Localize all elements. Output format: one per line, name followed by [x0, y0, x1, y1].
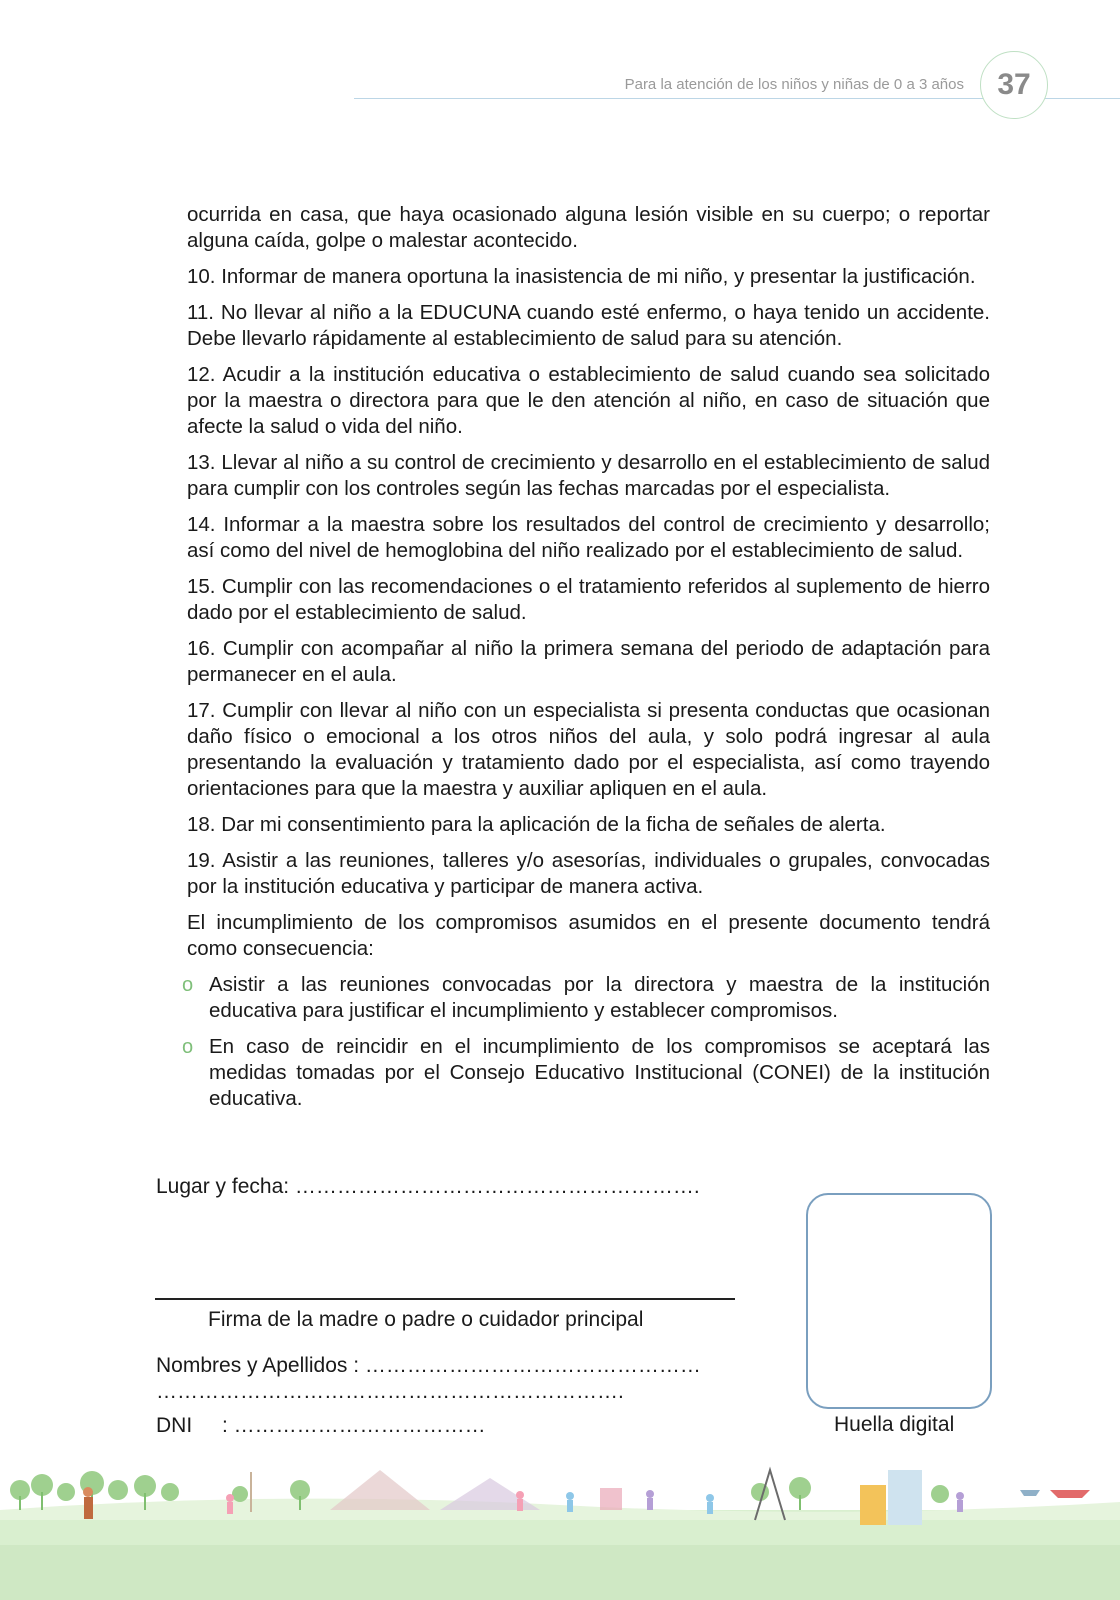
dni-field: : ………………………………	[222, 1414, 486, 1437]
bullet-marker-icon: o	[182, 1036, 194, 1058]
fingerprint-label: Huella digital	[834, 1413, 955, 1436]
list-item: 11. No llevar al niño a la EDUCUNA cuando esté enfermo, o haya tenido un accidente. Debe llevarlo rápidamente al establecimiento de salud para su atención.	[187, 301, 990, 350]
names-field: Nombres y Apellidos : …………………………………………	[156, 1354, 701, 1377]
place-date-field: Lugar y fecha: ………………………………………………….	[156, 1175, 700, 1198]
consequence-intro: El incumplimiento de los compromisos asumidos en el presente documento tendrá como consecuencia:	[187, 911, 990, 960]
signature-line	[155, 1298, 735, 1300]
bullet-marker-icon: o	[182, 974, 194, 996]
dni-label: DNI	[156, 1414, 193, 1437]
bullet-item	[182, 1034, 990, 1112]
running-header: Para la atención de los niños y niñas de 0 a 3 años	[624, 76, 964, 93]
list-item: 13. Llevar al niño a su control de crecimiento y desarrollo en el establecimiento de salud para cumplir con los controles según las fechas marcadas por el especialista.	[187, 451, 990, 500]
names-continuation-line: ………………………………………………………….	[156, 1380, 624, 1403]
list-item: 15. Cumplir con las recomendaciones o el tratamiento referidos al suplemento de hierro dado por el establecimiento de salud.	[187, 575, 990, 624]
list-item: 12. Acudir a la institución educativa o establecimiento de salud cuando sea solicitado por la maestra o directora para que le den atención al niño, en caso de situación que afecte la salud o vida del niño.	[187, 363, 990, 438]
page-number: 37	[980, 51, 1048, 119]
bullet-text: Asistir a las reuniones convocadas por la directora y maestra de la institución educativa para justificar el incumplimiento y establecer compromisos.	[209, 973, 990, 1022]
list-item: 17. Cumplir con llevar al niño con un especialista si presenta conductas que ocasionan daño físico o emocional a los otros niños del aula, y solo podrá ingresar al aula presentando la evaluación y tratamiento dado por el especialista, así como trayendo orientaciones para que la maestra y auxiliar apliquen en el aula.	[187, 699, 990, 800]
bullet-item	[182, 972, 990, 1024]
list-item: 19. Asistir a las reuniones, talleres y/o asesorías, individuales o grupales, convocadas por la institución educativa y participar de manera activa.	[187, 849, 990, 898]
signature-label: Firma de la madre o padre o cuidador principal	[208, 1308, 644, 1331]
list-item: 16. Cumplir con acompañar al niño la primera semana del periodo de adaptación para permanecer en el aula.	[187, 637, 990, 686]
intro-paragraph: ocurrida en casa, que haya ocasionado alguna lesión visible en su cuerpo; o reportar alguna caída, golpe o malestar acontecido.	[187, 203, 990, 252]
bullet-text: En caso de reincidir en el incumplimiento de los compromisos se aceptará las medidas tomadas por el Consejo Educativo Institucional (CONEI) de la institución educativa.	[209, 1035, 990, 1110]
list-item: 14. Informar a la maestra sobre los resultados del control de crecimiento y desarrollo; así como del nivel de hemoglobina del niño realizado por el establecimiento de salud.	[187, 513, 990, 562]
commitments-body	[182, 202, 990, 1122]
list-item: 18. Dar mi consentimiento para la aplicación de la ficha de señales de alerta.	[187, 813, 886, 836]
fingerprint-box	[806, 1193, 992, 1409]
footer-landscape-illustration	[0, 1450, 1120, 1600]
list-item: 10. Informar de manera oportuna la inasistencia de mi niño, y presentar la justificación.	[187, 265, 976, 288]
